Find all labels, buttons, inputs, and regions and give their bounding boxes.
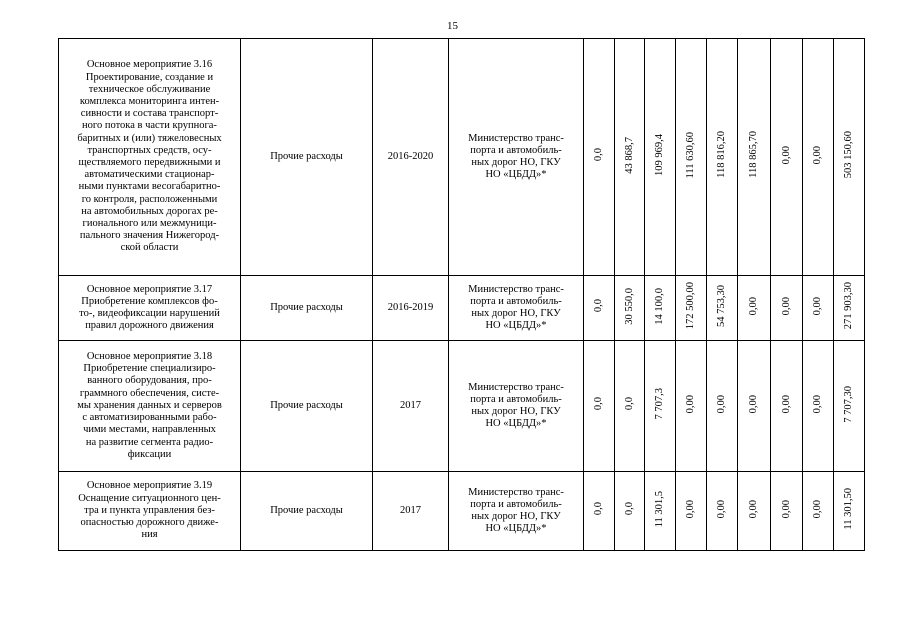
- value-col-7-cell: [771, 341, 803, 472]
- value-total: 11 301,50: [843, 488, 854, 530]
- activity-name-line: на автомобильных дорогах ре-: [81, 205, 218, 217]
- value-col-3: 11 301,5: [654, 490, 665, 528]
- value-total-cell: [834, 472, 865, 551]
- value-col-5: 0,00: [716, 394, 727, 414]
- expense-type-cell: Прочие расходы: [241, 472, 373, 551]
- value-col-7: 0,00: [780, 296, 792, 316]
- value-col-5-cell: [707, 341, 738, 472]
- value-col-3-cell: [645, 341, 676, 472]
- value-col-8-cell: [803, 276, 834, 341]
- activity-name-line: Проектирование, создание и: [85, 71, 214, 83]
- activity-name-line: ванного оборудования, про-: [87, 375, 212, 387]
- value-col-4: 0,00: [685, 499, 696, 519]
- activity-name-line: Основное мероприятие 3.18: [86, 351, 213, 363]
- activity-name-line: граммного обеспечения, систе-: [79, 387, 220, 399]
- value-col-3-cell: [645, 39, 676, 276]
- value-col-3-cell: [645, 276, 676, 341]
- value-col-8: 0,00: [812, 296, 823, 316]
- period-cell: 2016-2019: [373, 276, 449, 341]
- activity-name-line: то-, видеофиксации нарушений: [79, 308, 220, 319]
- value-col-2-cell: [615, 39, 645, 276]
- value-col-5-cell: [707, 276, 738, 341]
- period-cell: 2016-2020: [373, 39, 449, 276]
- value-total: 271 903,30: [843, 282, 854, 330]
- executor-cell: [449, 472, 584, 551]
- value-col-1: 0,0: [593, 502, 604, 516]
- value-col-1-cell: [584, 39, 615, 276]
- value-col-2: 0,0: [623, 502, 635, 516]
- value-col-3-cell: [645, 472, 676, 551]
- value-total-cell: [834, 39, 865, 276]
- table-row: [59, 276, 865, 341]
- value-col-7: 0,00: [780, 145, 792, 165]
- value-total: 7 707,30: [843, 385, 854, 423]
- activity-name-line: сивности и состава транспорт-: [80, 108, 219, 120]
- executor-line: Министерство транс-: [468, 283, 564, 295]
- value-col-7-cell: [771, 472, 803, 551]
- activity-name-line: Основное мероприятие 3.19: [86, 480, 213, 492]
- value-col-1: 0,0: [593, 299, 604, 313]
- executor-cell: [449, 39, 584, 276]
- value-col-6-cell: [738, 472, 771, 551]
- value-col-7-cell: [771, 39, 803, 276]
- executor-line: Министерство транс-: [468, 486, 564, 498]
- value-col-8-cell: [803, 472, 834, 551]
- executor-line: порта и автомобиль-: [470, 295, 562, 307]
- activity-name-cell: [59, 39, 241, 276]
- executor-line: НО «ЦБДД»*: [485, 320, 547, 332]
- value-col-4: 111 630,60: [685, 131, 696, 179]
- value-col-8: 0,00: [812, 499, 823, 519]
- value-col-5-cell: [707, 472, 738, 551]
- activity-name-cell: [59, 472, 241, 551]
- table-row: [59, 472, 865, 551]
- value-col-6-cell: [738, 39, 771, 276]
- activity-name-line: с автоматизированными рабо-: [82, 412, 217, 424]
- executor-line: ных дорог НО, ГКУ: [471, 406, 561, 417]
- executor-line: порта и автомобиль-: [470, 144, 562, 156]
- executor-line: порта и автомобиль-: [470, 498, 562, 510]
- activity-name-line: ного потока в части крупнога-: [82, 120, 217, 132]
- value-col-1-cell: [584, 341, 615, 472]
- table-row: [59, 39, 865, 276]
- executor-line: НО «ЦБДД»*: [485, 523, 547, 535]
- executor-line: НО «ЦБДД»*: [485, 169, 547, 181]
- value-col-1: 0,0: [593, 148, 604, 162]
- activity-name-line: опасностью дорожного движе-: [80, 517, 219, 529]
- value-col-5-cell: [707, 39, 738, 276]
- budget-table: [58, 38, 865, 551]
- value-col-5: 118 816,20: [716, 131, 727, 179]
- value-col-5: 0,00: [716, 499, 727, 519]
- activity-name-cell: [59, 276, 241, 341]
- value-col-4-cell: [676, 39, 707, 276]
- executor-line: ных дорог НО, ГКУ: [471, 157, 561, 168]
- executor-cell: [449, 341, 584, 472]
- activity-name-line: ния: [141, 529, 158, 541]
- value-col-6: 0,00: [748, 296, 759, 316]
- activity-name-line: правил дорожного движения: [85, 320, 214, 332]
- value-col-5: 54 753,30: [716, 284, 727, 327]
- activity-name-line: фиксации: [127, 448, 172, 460]
- value-col-2: 0,0: [623, 397, 635, 411]
- executor-line: порта и автомобиль-: [470, 393, 562, 405]
- value-col-4: 172 500,00: [685, 282, 696, 330]
- value-col-4: 0,00: [685, 394, 696, 414]
- activity-name-line: гионального или межмуници-: [82, 218, 217, 230]
- activity-name-line: Основное мероприятие 3.16: [86, 59, 213, 71]
- value-col-2-cell: [615, 472, 645, 551]
- expense-type-cell: Прочие расходы: [241, 39, 373, 276]
- activity-name-line: тра и пункта управления без-: [84, 504, 215, 516]
- value-col-8-cell: [803, 39, 834, 276]
- activity-name-line: транспортных средств, осу-: [87, 144, 212, 156]
- executor-cell: [449, 276, 584, 341]
- activity-name-line: ской области: [120, 242, 179, 254]
- table-row: [59, 341, 865, 472]
- value-col-2-cell: [615, 341, 645, 472]
- value-col-8-cell: [803, 341, 834, 472]
- activity-name-line: ными пунктами весогабаритно-: [78, 181, 221, 193]
- value-col-1-cell: [584, 472, 615, 551]
- value-col-7-cell: [771, 276, 803, 341]
- value-total: 503 150,60: [843, 131, 854, 179]
- activity-name-line: чими местами, направленных: [83, 424, 216, 436]
- activity-name-line: баритных и (или) тяжеловесных: [77, 132, 222, 144]
- executor-line: ных дорог НО, ГКУ: [471, 511, 561, 522]
- period-cell: 2017: [373, 472, 449, 551]
- activity-name-line: мы хранения данных и серверов: [77, 399, 222, 411]
- executor-line: Министерство транс-: [468, 381, 564, 393]
- activity-name-line: Основное мероприятие 3.17: [86, 283, 213, 295]
- activity-name-cell: [59, 341, 241, 472]
- activity-name-line: техническое обслуживание: [88, 83, 211, 95]
- activity-name-line: автоматическими стационар-: [84, 169, 215, 181]
- activity-name-line: на развитие сегмента радио-: [85, 436, 214, 448]
- value-col-6: 0,00: [748, 499, 759, 519]
- value-col-6: 0,00: [748, 394, 759, 414]
- value-total-cell: [834, 341, 865, 472]
- activity-name-line: Приобретение специализиро-: [83, 363, 216, 375]
- activity-name-line: Оснащение ситуационного цен-: [78, 492, 221, 504]
- value-col-2-cell: [615, 276, 645, 341]
- value-col-4-cell: [676, 341, 707, 472]
- value-col-7: 0,00: [780, 394, 792, 414]
- value-col-8: 0,00: [812, 394, 823, 414]
- value-col-6-cell: [738, 341, 771, 472]
- expense-type-cell: Прочие расходы: [241, 341, 373, 472]
- activity-name-line: Приобретение комплексов фо-: [81, 295, 218, 307]
- value-col-8: 0,00: [812, 145, 823, 165]
- value-col-4-cell: [676, 472, 707, 551]
- page-number: 15: [447, 20, 458, 32]
- executor-line: Министерство транс-: [468, 132, 564, 144]
- value-col-2: 30 550,0: [623, 287, 635, 325]
- executor-line: НО «ЦБДД»*: [485, 418, 547, 430]
- activity-name-line: комплекса мониторинга интен-: [79, 95, 220, 107]
- value-col-6: 118 865,70: [748, 131, 759, 179]
- value-col-3: 14 100,0: [654, 287, 665, 325]
- value-col-1: 0,0: [593, 397, 604, 411]
- value-col-3: 109 969,4: [654, 133, 665, 176]
- expense-type-cell: Прочие расходы: [241, 276, 373, 341]
- value-col-4-cell: [676, 276, 707, 341]
- value-col-1-cell: [584, 276, 615, 341]
- value-total-cell: [834, 276, 865, 341]
- period-cell: 2017: [373, 341, 449, 472]
- value-col-7: 0,00: [780, 499, 792, 519]
- activity-name-line: ществляемого передвижными и: [78, 157, 221, 168]
- value-col-2: 43 868,7: [623, 136, 635, 174]
- activity-name-line: пального значения Нижегород-: [79, 230, 220, 242]
- executor-line: ных дорог НО, ГКУ: [471, 308, 561, 319]
- activity-name-line: го контроля, расположенными: [81, 193, 218, 205]
- value-col-3: 7 707,3: [654, 388, 665, 420]
- value-col-6-cell: [738, 276, 771, 341]
